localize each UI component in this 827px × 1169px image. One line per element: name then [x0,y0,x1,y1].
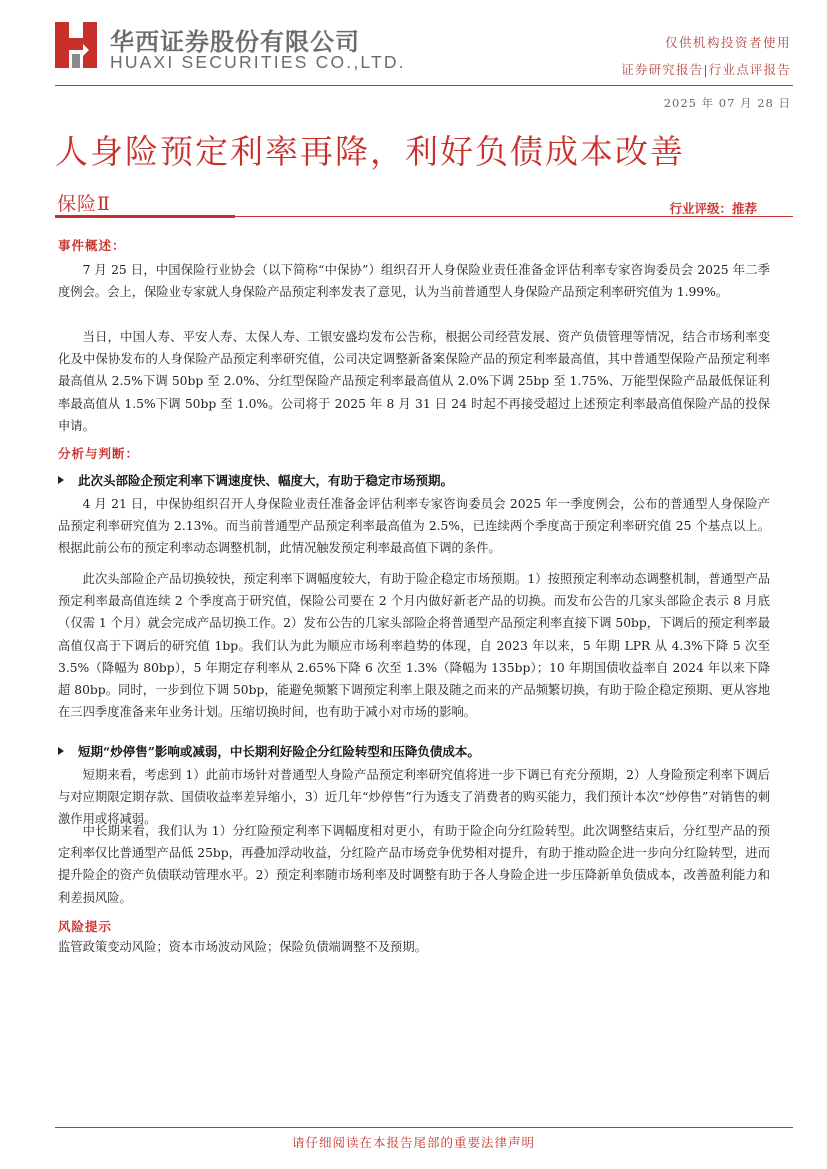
audience-note: 仅供机构投资者使用 [664,35,791,50]
risk-heading: 风险提示 [58,919,113,934]
analysis-heading: 分析与判断： [58,446,140,461]
report-title: 人身险预定利率再降，利好负债成本改善 [55,132,685,171]
company-name-en: HUAXI SECURITIES CO.,LTD. [110,52,406,72]
company-name-cn: 华西证券股份有限公司 [110,28,360,56]
overview-heading: 事件概述： [58,238,126,253]
point-1-title-text: 此次头部险企预定利率下调速度快、幅度大，有助于稳定市场预期。 [78,473,454,488]
huaxi-logo-icon [55,22,97,68]
risk-text: 监管政策变动风险；资本市场波动风险；保险负债端调整不及预期。 [58,940,427,954]
point-2-paragraph-2: 中长期来看，我们认为 1）分红险预定利率下调幅度相对更小，有助于险企向分红险转型。此次调整结束后，分红型产品的预定利率仅比普通型产品低 25bp，再叠加浮动收益，分红险产品市场竞争优势相对提升，有助于推动险企进一步向分红险转型，进而提升险企的资产负债联动管理水平。2）预定利率随市场利率及时调整有助于各人身险企进一步压降新单负债成本，改善盈利能力和利差损风险。 [58,824,770,905]
sector-name: 保险Ⅱ [57,193,111,215]
report-type: 证券研究报告|行业点评报告 [621,62,791,77]
point-2-paragraph-1: 短期来看，考虑到 1）此前市场针对普通型人身险产品预定利率研究值将进一步下调已有充分预期，2）人身险预定利率下调后与对应期限定期存款、国债收益率差异缩小，3）近几年“炒停售”行为透支了消费者的购买能力，我们预计本次“炒停售”对销售的刺激作用或将减弱。 [58,768,770,827]
report-date: 2025 年 07 月 28 日 [663,96,791,110]
bullet-triangle-icon [58,476,64,484]
overview-paragraph-1: 7 月 25 日，中国保险行业协会（以下简称“中保协”）组织召开人身保险业责任准备金评估利率专家咨询委员会 2025 年二季度例会。会上，保险业专家就人身保险产品预定利率发表了意见，认为当前普通型人身保险产品预定利率研究值为 1.99%。 [58,263,770,300]
bullet-triangle-icon [58,747,64,755]
legal-notice: 请仔细阅读在本报告尾部的重要法律声明 [291,1135,535,1150]
point-1-paragraph-1: 4 月 21 日，中保协组织召开人身保险业责任准备金评估利率专家咨询委员会 2025 年一季度例会，公布的普通型人身保险产品预定利率研究值为 2.13%。而当前普通型产品预定利率最高值为 2.5%，已连续两个季度高于预定利率研究值 25 个基点以上。根据此前公布的预定利率动态调整机制，此情况触发预定利率最高值下调的条件。 [58,497,770,556]
point-1-paragraph-2: 此次头部险企产品切换较快，预定利率下调幅度较大，有助于险企稳定市场预期。1）按照预定利率动态调整机制，普通型产品预定利率最高值连续 2 个季度高于研究值，保险公司要在 2 个月内做好新老产品的切换。而发布公告的几家头部险企表示 8 月底（仅需 1 个月）就会完成产品切换工作。2）发布公告的几家头部险企将普通型产品预定利率直接下调 50bp，下调后的预定利率最高值仅高于下调后的研究值 1bp。我们认为此为顺应市场利率趋势的体现，自 2023 年以来，5 年期 LPR 从 4.3%下降 5 次至 3.5%（降幅为 80bp），5 年期定存利率从 2.65%下降 6 次至 1.3%（降幅为 135bp）；10 年期国债收益率自 2024 年以来下降超 80bp。同时，一步到位下调 50bp，能避免频繁下调预定利率上限及随之而来的产品频繁切换，有助于险企稳定预期、更从容地在三四季度准备来年业务计划。压缩切换时间，也有助于减小对市场的影响。 [58,572,770,720]
overview-paragraph-2: 当日，中国人寿、平安人寿、太保人寿、工银安盛均发布公告称，根据公司经营发展、资产负债管理等情况，结合市场利率变化及中保协发布的人身保险产品预定利率研究值，公司决定调整新备案保险产品的预定利率最高值，其中普通型保险产品预定利率最高值从 2.5%下调 50bp 至 2.0%、分红型保险产品预定利率最高值从 2.0%下调 25bp 至 1.75%、万能型保险产品最低保证利率最高值从 1.5%下调 50bp 至 1.0%。公司将于 2025 年 8 月 31 日 24 时起不再接受超过上述预定利率最高值保险产品的投保申请。 [58,330,770,433]
header-divider [55,85,793,86]
analysis-point-2-title [58,741,770,763]
industry-rating: 行业评级：推荐 [669,201,757,216]
footer-divider [55,1127,793,1128]
analysis-point-1-title [58,470,770,492]
sector-accent-bar [55,215,235,218]
point-2-title-text: 短期“炒停售”影响或减弱，中长期利好险企分红险转型和压降负债成本。 [78,744,480,759]
